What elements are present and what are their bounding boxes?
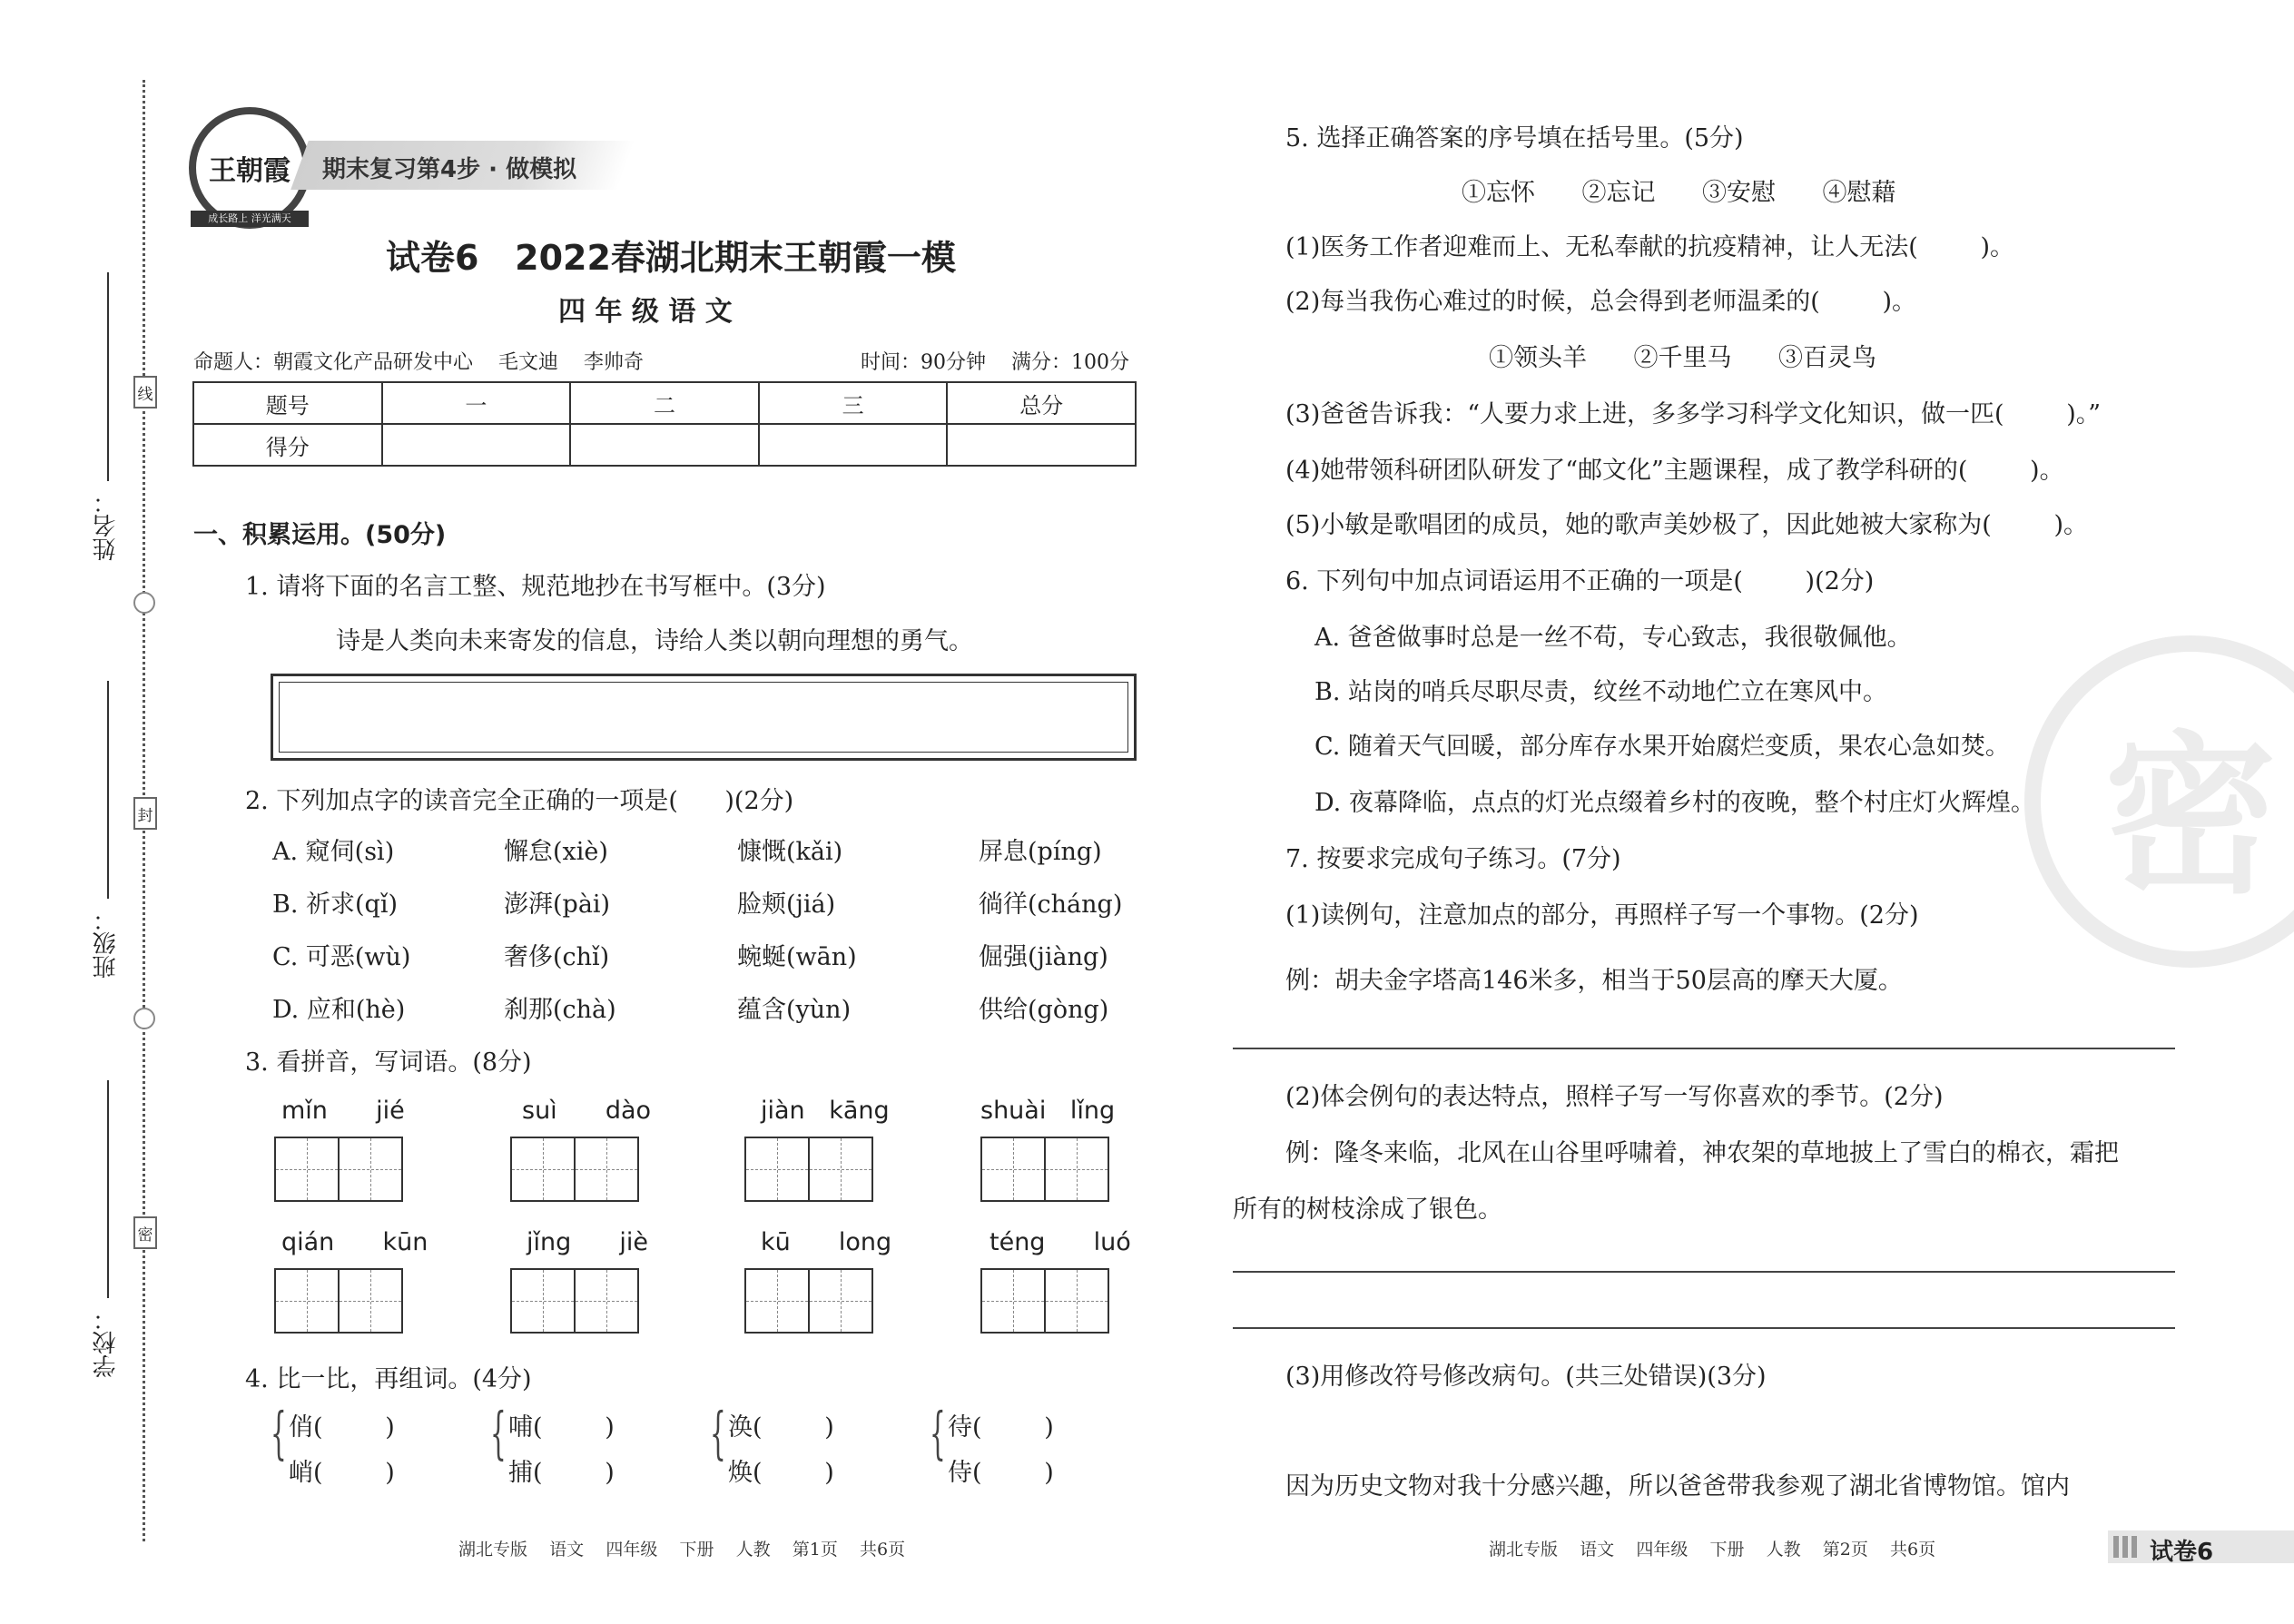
option-item: 澎湃(pài)	[504, 891, 611, 919]
footer-left: 湖北专版 语文 四年级 下册 人教 第1页 共6页	[458, 1540, 906, 1560]
page-subtitle: 四 年 级 语 文	[558, 296, 733, 328]
page-tag: 试卷6	[2150, 1539, 2214, 1566]
brace-icon: {	[710, 1400, 726, 1466]
question-6-option-c[interactable]: C. 随着天气回暖，部分库存水果开始腐烂变质，果农心急如焚。	[1314, 733, 2010, 761]
authors: 命题人：朝霞文化产品研发中心 毛文迪 李帅奇	[193, 351, 644, 374]
word-pair-item[interactable]: 侍( )	[948, 1459, 1054, 1487]
option-item: C. 可恶(wù)	[272, 943, 411, 971]
table-cell: 得分	[193, 424, 382, 466]
name-label: 姓名：	[93, 490, 120, 561]
logo	[182, 98, 309, 225]
question-1-quote: 诗是人类向未来寄发的信息，诗给人类以朝向理想的勇气。	[336, 627, 973, 655]
word-pair-item[interactable]: 待( )	[948, 1413, 1054, 1442]
word-pair-item[interactable]: 捕( )	[508, 1459, 615, 1487]
logo-ribbon: 成长路上 洋光满天	[191, 211, 309, 227]
question-5: 5. 选择正确答案的序号填在括号里。(5分)	[1285, 124, 1744, 153]
question-5-item-4: (4)她带领科研团队研发了“邮文化”主题课程，成了教学科研的( )。	[1285, 457, 2064, 485]
question-7-part-2: (2)体会例句的表达特点，照样子写一写你喜欢的季节。(2分)	[1285, 1083, 1944, 1111]
time-score: 时间：90分钟 满分：100分	[861, 351, 1129, 374]
brace-icon: {	[930, 1400, 946, 1466]
table-cell: 三	[759, 382, 948, 424]
brace-icon: {	[271, 1400, 287, 1466]
pinyin-label: jiàn kāng	[761, 1097, 890, 1125]
page-tag-dots	[2113, 1536, 2141, 1558]
writing-grid[interactable]	[744, 1268, 871, 1334]
table-cell: 一	[382, 382, 571, 424]
question-7-part-1-example: 例：胡夫金字塔高146米多，相当于50层高的摩天大厦。	[1285, 967, 1903, 995]
binding-ring	[133, 592, 155, 614]
word-pair-item[interactable]: 哺( )	[508, 1413, 615, 1442]
table-row	[193, 382, 1136, 424]
cut-mark-feng: 封	[133, 797, 157, 830]
word-pair-item[interactable]: 峭( )	[289, 1459, 395, 1487]
question-6-option-a[interactable]: A. 爸爸做事时总是一丝不苟，专心致志，我很敬佩他。	[1314, 624, 1912, 652]
writing-box[interactable]	[271, 674, 1137, 761]
question-7-part-2-example-line1: 例：隆冬来临，北风在山谷里呼啸着，神农架的草地披上了雪白的棉衣，霜把	[1285, 1139, 2119, 1167]
question-5-options-a: ①忘怀 ②忘记 ③安慰 ④慰藉	[1462, 179, 1896, 207]
option-item: 慷慨(kǎi)	[737, 838, 843, 866]
question-1: 1. 请将下面的名言工整、规范地抄在书写框中。(3分)	[245, 573, 826, 601]
question-5-options-b: ①领头羊 ②千里马 ③百灵鸟	[1489, 344, 1876, 372]
option-item: A. 窥伺(sì)	[272, 838, 395, 866]
table-row	[193, 424, 1136, 466]
score-table	[192, 381, 1137, 467]
pinyin-label: suì dào	[522, 1097, 652, 1125]
question-7-part-3: (3)用修改符号修改病句。(共三处错误)(3分)	[1285, 1363, 1767, 1391]
cut-mark-mi: 密	[133, 1216, 157, 1249]
option-item: 供给(gòng)	[979, 996, 1109, 1024]
question-7: 7. 按要求完成句子练习。(7分)	[1285, 845, 1621, 873]
question-5-item-3: (3)爸爸告诉我：“人要力求上进，多多学习科学文化知识，做一匹( )。”	[1285, 400, 2102, 428]
cut-mark-xian: 线	[133, 376, 157, 408]
writing-grid[interactable]	[980, 1268, 1108, 1334]
question-6: 6. 下列句中加点词语运用不正确的一项是( )(2分)	[1285, 567, 1875, 595]
table-cell: 总分	[947, 382, 1136, 424]
option-item: 奢侈(chǐ)	[504, 943, 610, 971]
question-7-part-1: (1)读例句，注意加点的部分，再照样子写一个事物。(2分)	[1285, 901, 1919, 930]
question-5-item-2: (2)每当我伤心难过的时候，总会得到老师温柔的( )。	[1285, 288, 1916, 316]
pinyin-label: mǐn jié	[281, 1097, 405, 1125]
question-7-part-3-sentence[interactable]: 因为历史文物对我十分感兴趣，所以爸爸带我参观了湖北省博物馆。馆内	[1285, 1472, 2070, 1501]
pinyin-label: jǐng jiè	[527, 1228, 649, 1256]
logo-text: 王朝霞	[209, 155, 290, 187]
pinyin-label: qián kūn	[281, 1228, 428, 1256]
brace-icon: {	[490, 1400, 507, 1466]
class-label: 班级：	[93, 908, 120, 979]
section-1-heading: 一、积累运用。(50分)	[193, 521, 447, 549]
answer-line[interactable]	[1233, 1048, 2175, 1049]
class-field[interactable]	[107, 681, 109, 899]
option-item: 倔强(jiàng)	[979, 943, 1108, 971]
option-item: 屏息(píng)	[979, 838, 1102, 866]
answer-line[interactable]	[1233, 1271, 2175, 1273]
option-item: 懈怠(xiè)	[504, 838, 608, 866]
option-item: D. 应和(hè)	[272, 996, 406, 1024]
score-input[interactable]	[947, 424, 1136, 466]
question-6-option-b[interactable]: B. 站岗的哨兵尽职尽责，纹丝不动地伫立在寒风中。	[1314, 678, 1888, 706]
question-3: 3. 看拼音，写词语。(8分)	[245, 1048, 532, 1077]
writing-grid[interactable]	[980, 1137, 1108, 1202]
writing-grid[interactable]	[744, 1137, 871, 1202]
question-2: 2. 下列加点字的读音完全正确的一项是( )(2分)	[245, 787, 794, 815]
writing-grid[interactable]	[510, 1137, 637, 1202]
question-5-item-1: (1)医务工作者迎难而上、无私奉献的抗疫精神，让人无法( )。	[1285, 233, 2014, 261]
watermark-seal: 密	[2024, 635, 2294, 968]
score-input[interactable]	[382, 424, 571, 466]
footer-right: 湖北专版 语文 四年级 下册 人教 第2页 共6页	[1489, 1540, 1936, 1560]
question-5-item-5: (5)小敏是歌唱团的成员，她的歌声美妙极了，因此她被大家称为( )。	[1285, 511, 2088, 539]
school-field[interactable]	[107, 1080, 109, 1298]
name-field[interactable]	[107, 272, 109, 481]
score-input[interactable]	[759, 424, 948, 466]
pinyin-label: kū long	[761, 1228, 892, 1256]
answer-line[interactable]	[1233, 1327, 2175, 1329]
option-item: B. 祈求(qǐ)	[272, 891, 398, 919]
table-cell: 题号	[193, 382, 382, 424]
page-title: 试卷6 2022春湖北期末王朝霞一模	[386, 238, 956, 278]
binding-ring	[133, 1008, 155, 1029]
option-item: 刹那(chà)	[504, 996, 616, 1024]
word-pair-item[interactable]: 焕( )	[728, 1459, 834, 1487]
table-cell: 二	[570, 382, 759, 424]
school-label: 学校：	[93, 1307, 120, 1378]
word-pair-item[interactable]: 俏( )	[289, 1413, 395, 1442]
question-4: 4. 比一比，再组词。(4分)	[245, 1365, 532, 1393]
option-item: 蕴含(yùn)	[737, 996, 852, 1024]
writing-grid[interactable]	[510, 1268, 637, 1334]
word-pair-item[interactable]: 涣( )	[728, 1413, 834, 1442]
question-7-part-2-example-line2: 所有的树枝涂成了银色。	[1233, 1196, 1502, 1224]
pinyin-label: téng luó	[989, 1228, 1131, 1256]
option-item: 脸颊(jiá)	[737, 891, 836, 919]
writing-grid[interactable]	[274, 1137, 401, 1202]
option-item: 蜿蜒(wān)	[737, 943, 857, 971]
banner-text: 期末复习第4步 · 做模拟	[322, 156, 577, 183]
question-6-option-d[interactable]: D. 夜幕降临，点点的灯光点缀着乡村的夜晚，整个村庄灯火辉煌。	[1314, 789, 2035, 817]
pinyin-label: shuài lǐng	[980, 1097, 1116, 1125]
option-item: 徜徉(cháng)	[979, 891, 1123, 919]
writing-grid[interactable]	[274, 1268, 401, 1334]
score-input[interactable]	[570, 424, 759, 466]
